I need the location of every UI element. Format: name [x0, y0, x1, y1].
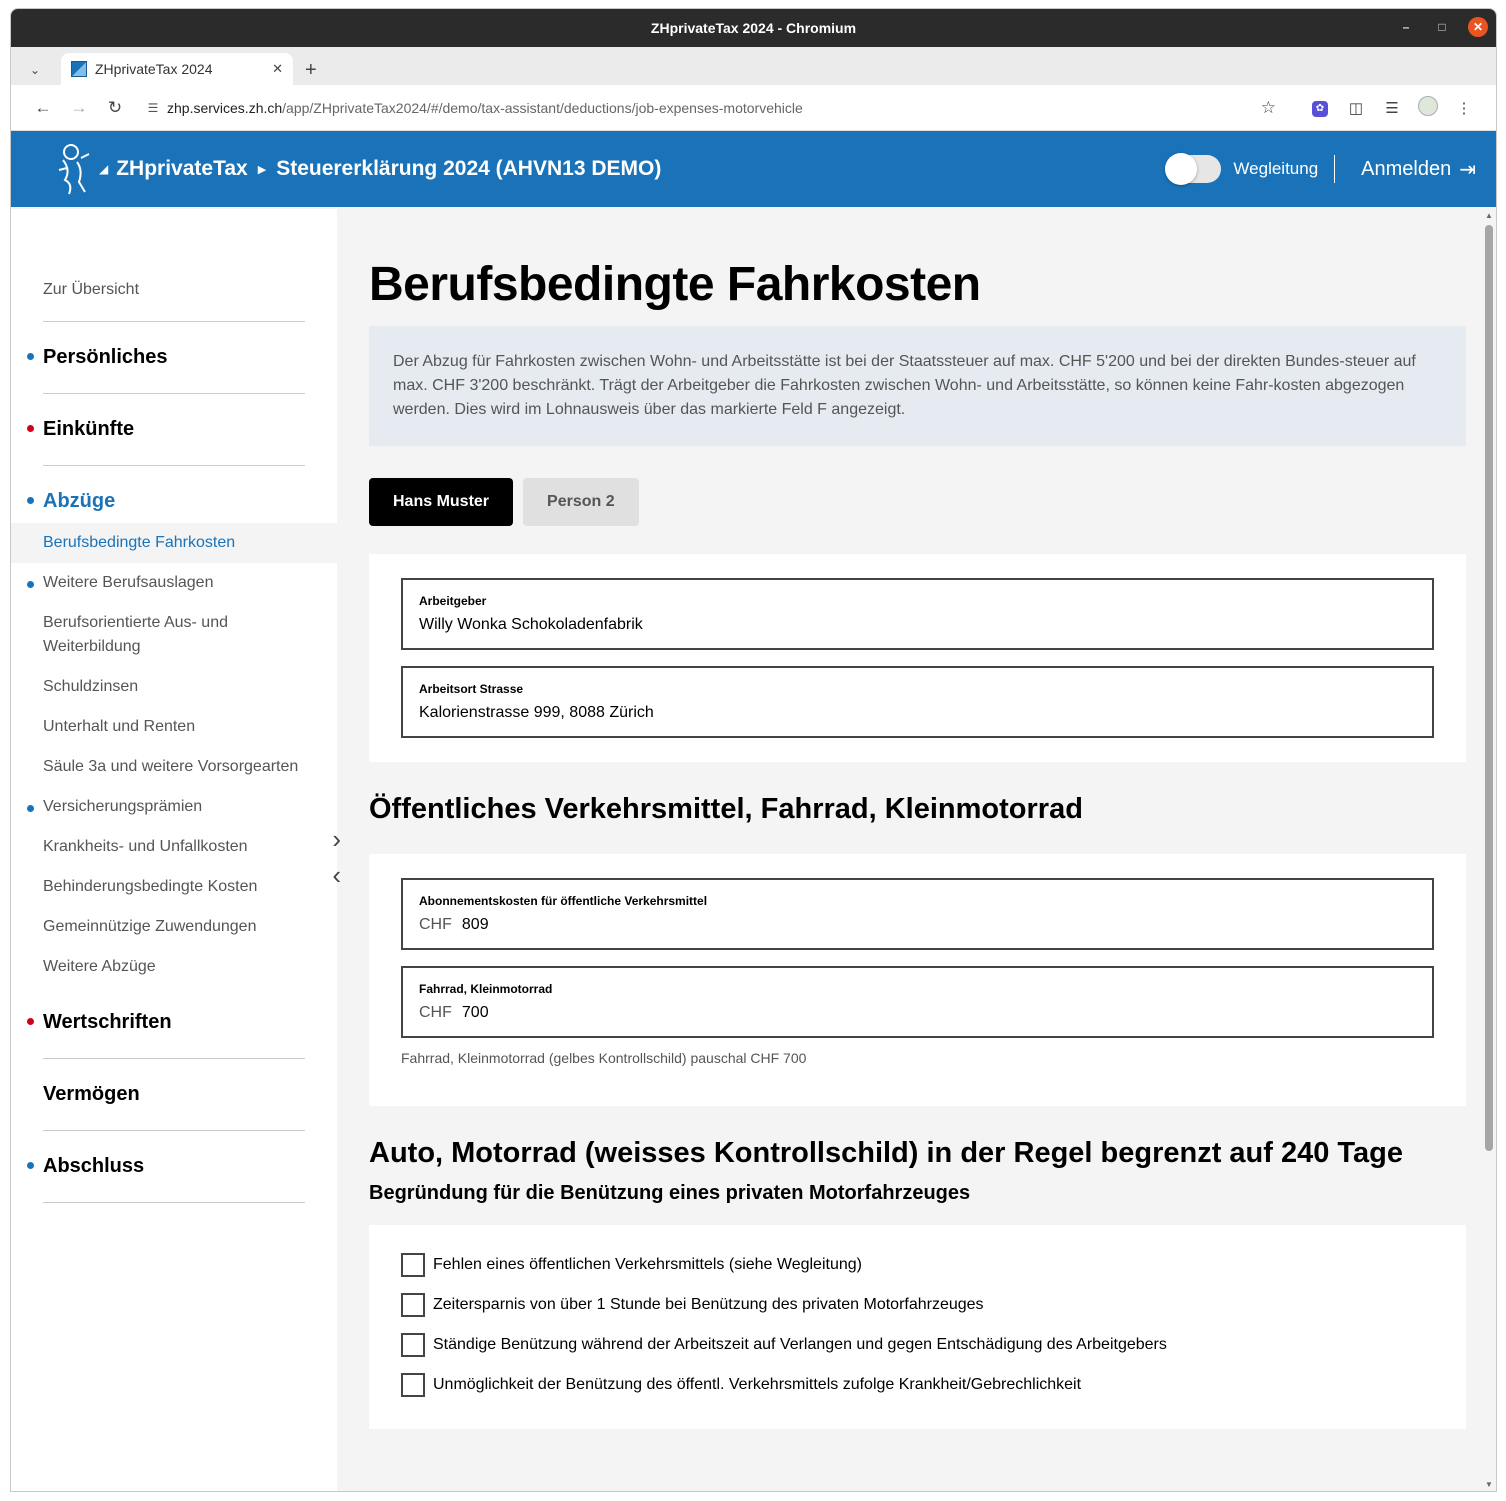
sidebar-item-weitere-abzuege[interactable]: Weitere Abzüge [43, 958, 156, 975]
subscription-label: Abonnementskosten für öffentliche Verkehrsmittel [419, 894, 708, 908]
sidebar-section-vermoegen[interactable]: Vermögen [43, 1059, 305, 1131]
sidebar [11, 209, 341, 1491]
reason-checkbox-row[interactable]: Unmöglichkeit der Benützung des öffentl. Verkehrsmittels zufolge Krankheit/Gebrechlichkeit [401, 1365, 1434, 1405]
sidebar-item-zuwendungen[interactable]: Gemeinnützige Zuwendungen [43, 918, 257, 935]
employer-field[interactable] [401, 578, 1434, 650]
scroll-up-icon[interactable]: ▲ [1485, 211, 1493, 220]
sidebar-section-abzuege[interactable]: Abzüge [43, 466, 305, 523]
app-header [11, 131, 1496, 207]
window-title: ZHprivateTax 2024 - Chromium [650, 20, 857, 36]
forward-icon[interactable]: → [70, 97, 88, 117]
currency-label: CHF [419, 916, 452, 933]
info-box: Der Abzug für Fahrkosten zwischen Wohn- und Arbeitsstätte ist bei der Staatssteuer auf max. CHF 5'200 und bei der direkten Bundes-steuer auf max. CHF 3'200 beschränkt. Trägt der Arbeitgeber die Fahrkosten zwischen Wohn- und Arbeitsstätte, so können keine Fahr-kosten abgezogen werden. Dies wird im Lohnausweis über das markierte Feld F angezeigt. [369, 326, 1466, 446]
login-button[interactable] [1361, 157, 1476, 182]
currency-label: CHF [419, 1004, 452, 1021]
wegleitung-toggle[interactable] [1165, 155, 1221, 183]
new-tab-icon[interactable]: + [305, 58, 317, 81]
browser-toolbar [11, 85, 1496, 131]
sidebar-section-wertschriften[interactable]: Wertschriften [43, 987, 305, 1059]
sidebar-item-behinderungskosten[interactable]: Behinderungsbedingte Kosten [43, 878, 258, 895]
sidebar-item-aus-weiterbildung[interactable]: Berufsorientierte Aus- und Weiterbildung [43, 614, 228, 655]
status-dot [27, 1162, 34, 1169]
status-dot [27, 1018, 34, 1025]
bookmark-star-icon[interactable]: ☆ [1260, 97, 1276, 117]
tab-strip [11, 47, 1496, 85]
url-path: /app/ZHprivateTax2024/#/demo/tax-assistant/deductions/job-expenses-motorvehicle [282, 99, 803, 116]
sidebar-item-berufsbedingte-fahrkosten[interactable]: Berufsbedingte Fahrkosten [11, 523, 337, 563]
scroll-thumb[interactable] [1485, 225, 1493, 1151]
logo-corner-icon: ◢ [99, 162, 109, 176]
checkbox[interactable] [401, 1333, 425, 1357]
tab-person-2[interactable]: Person 2 [523, 478, 639, 526]
maximize-icon[interactable]: □ [1438, 20, 1446, 34]
reason-checkbox-row[interactable]: Fehlen eines öffentlichen Verkehrsmittels (siehe Wegleitung) [401, 1245, 1434, 1285]
sidebar-item-schuldzinsen[interactable]: Schuldzinsen [43, 678, 139, 695]
page-title-header: Steuererklärung 2024 (AHVN13 DEMO) [276, 157, 662, 180]
sidebar-section-persoenliches[interactable]: Persönliches [43, 322, 305, 394]
bike-value: 700 [461, 1004, 489, 1021]
workplace-value: Kalorienstrasse 999, 8088 Zürich [419, 704, 654, 721]
sidebar-item-saeule-3a[interactable]: Säule 3a und weitere Vorsorgearten [43, 758, 299, 775]
public-transport-heading: Öffentliches Verkehrsmittel, Fahrrad, Kleinmotorrad [369, 793, 1083, 825]
site-info-icon[interactable]: ☰ [147, 100, 159, 115]
chevron-right-icon[interactable]: › [332, 824, 341, 854]
extension-icon[interactable]: ✿ [1302, 98, 1338, 117]
url-domain: zhp.services.zh.ch [167, 99, 283, 116]
sidebar-section-einkuenfte[interactable]: Einkünfte [43, 394, 305, 466]
checkbox[interactable] [401, 1373, 425, 1397]
status-dot [27, 425, 34, 432]
sidebar-item-versicherungspraemien[interactable]: Versicherungsprämien [11, 787, 337, 827]
subscription-cost-field[interactable] [401, 878, 1434, 950]
sidebar-item-weitere-berufsauslagen[interactable]: Weitere Berufsauslagen [11, 563, 337, 603]
back-icon[interactable]: ← [34, 97, 52, 117]
main-content [337, 209, 1482, 1491]
zurich-lion-logo-icon[interactable] [51, 140, 93, 198]
status-dot [27, 353, 34, 360]
browser-window [10, 8, 1497, 1492]
profile-avatar[interactable] [1410, 96, 1446, 120]
close-window-icon[interactable]: ✕ [1468, 17, 1488, 37]
page-scrollbar[interactable] [1482, 209, 1496, 1491]
reason-checkbox-row[interactable]: Ständige Benützung während der Arbeitszeit auf Verlangen und gegen Entschädigung des Arbeitgebers [401, 1325, 1434, 1365]
minimize-icon[interactable]: – [1402, 20, 1410, 34]
tab-close-icon[interactable]: ✕ [272, 61, 283, 76]
bike-cost-field[interactable] [401, 966, 1434, 1038]
sidebar-item-unterhalt-renten[interactable]: Unterhalt und Renten [43, 718, 196, 735]
breadcrumb-arrow-icon: ▶ [257, 163, 267, 176]
window-titlebar [11, 9, 1496, 47]
status-dot [27, 581, 34, 588]
login-label: Anmelden [1361, 157, 1452, 180]
login-arrow-icon: ⇥ [1459, 158, 1476, 181]
status-dot [27, 497, 34, 504]
status-dot [27, 805, 34, 812]
person-tabs [369, 478, 1466, 526]
chevron-left-icon[interactable]: ‹ [332, 860, 341, 890]
checkbox[interactable] [401, 1253, 425, 1277]
overview-link[interactable]: Zur Übersicht [43, 269, 305, 322]
employer-label: Arbeitgeber [419, 594, 487, 608]
sidebar-section-abschluss[interactable]: Abschluss [43, 1131, 305, 1203]
header-actions [1165, 155, 1496, 183]
tab-person-1[interactable]: Hans Muster [369, 478, 513, 526]
employer-value: Willy Wonka Schokoladenfabrik [419, 616, 643, 633]
media-control-icon[interactable]: ☰ [1385, 99, 1399, 117]
tab-list-chevron-icon[interactable]: ⌄ [29, 63, 41, 77]
bike-label: Fahrrad, Kleinmotorrad [419, 982, 553, 996]
menu-kebab-icon[interactable]: ⋮ [1456, 99, 1472, 117]
employer-card [369, 554, 1466, 762]
reason-checkbox-row[interactable]: Zeitersparnis von über 1 Stunde bei Benützung des privaten Motorfahrzeuges [401, 1285, 1434, 1325]
brand-name[interactable]: ZHprivateTax [116, 157, 248, 180]
window-controls [1396, 17, 1488, 37]
favicon-icon [71, 61, 87, 77]
browser-tab[interactable] [61, 53, 293, 85]
scroll-down-icon[interactable]: ▼ [1485, 1480, 1493, 1489]
sidebar-toggle[interactable] [332, 821, 341, 893]
header-divider [1334, 155, 1335, 183]
tab-title: ZHprivateTax 2024 [95, 61, 213, 77]
sidebar-item-krankheitskosten[interactable]: Krankheits- und Unfallkosten [43, 838, 248, 855]
public-transport-card [369, 854, 1466, 1106]
address-bar[interactable] [139, 91, 1302, 125]
checkbox[interactable] [401, 1293, 425, 1317]
reload-icon[interactable]: ↻ [107, 97, 123, 117]
car-subheading: Begründung für die Benützung eines privaten Motorfahrzeuges [369, 1182, 971, 1204]
page-title: Berufsbedingte Fahrkosten [369, 258, 981, 311]
page-content [11, 209, 1482, 1491]
subscription-value: 809 [461, 916, 489, 933]
workplace-field[interactable] [401, 666, 1434, 738]
bike-hint: Fahrrad, Kleinmotorrad (gelbes Kontrollschild) pauschal CHF 700 [401, 1050, 807, 1066]
wegleitung-label[interactable]: Wegleitung [1233, 159, 1319, 178]
car-heading: Auto, Motorrad (weisses Kontrollschild) in der Regel begrenzt auf 240 Tage [369, 1137, 1403, 1169]
workplace-label: Arbeitsort Strasse [419, 682, 524, 696]
reasons-card [369, 1225, 1466, 1429]
extensions-puzzle-icon[interactable]: ◫ [1348, 99, 1364, 117]
